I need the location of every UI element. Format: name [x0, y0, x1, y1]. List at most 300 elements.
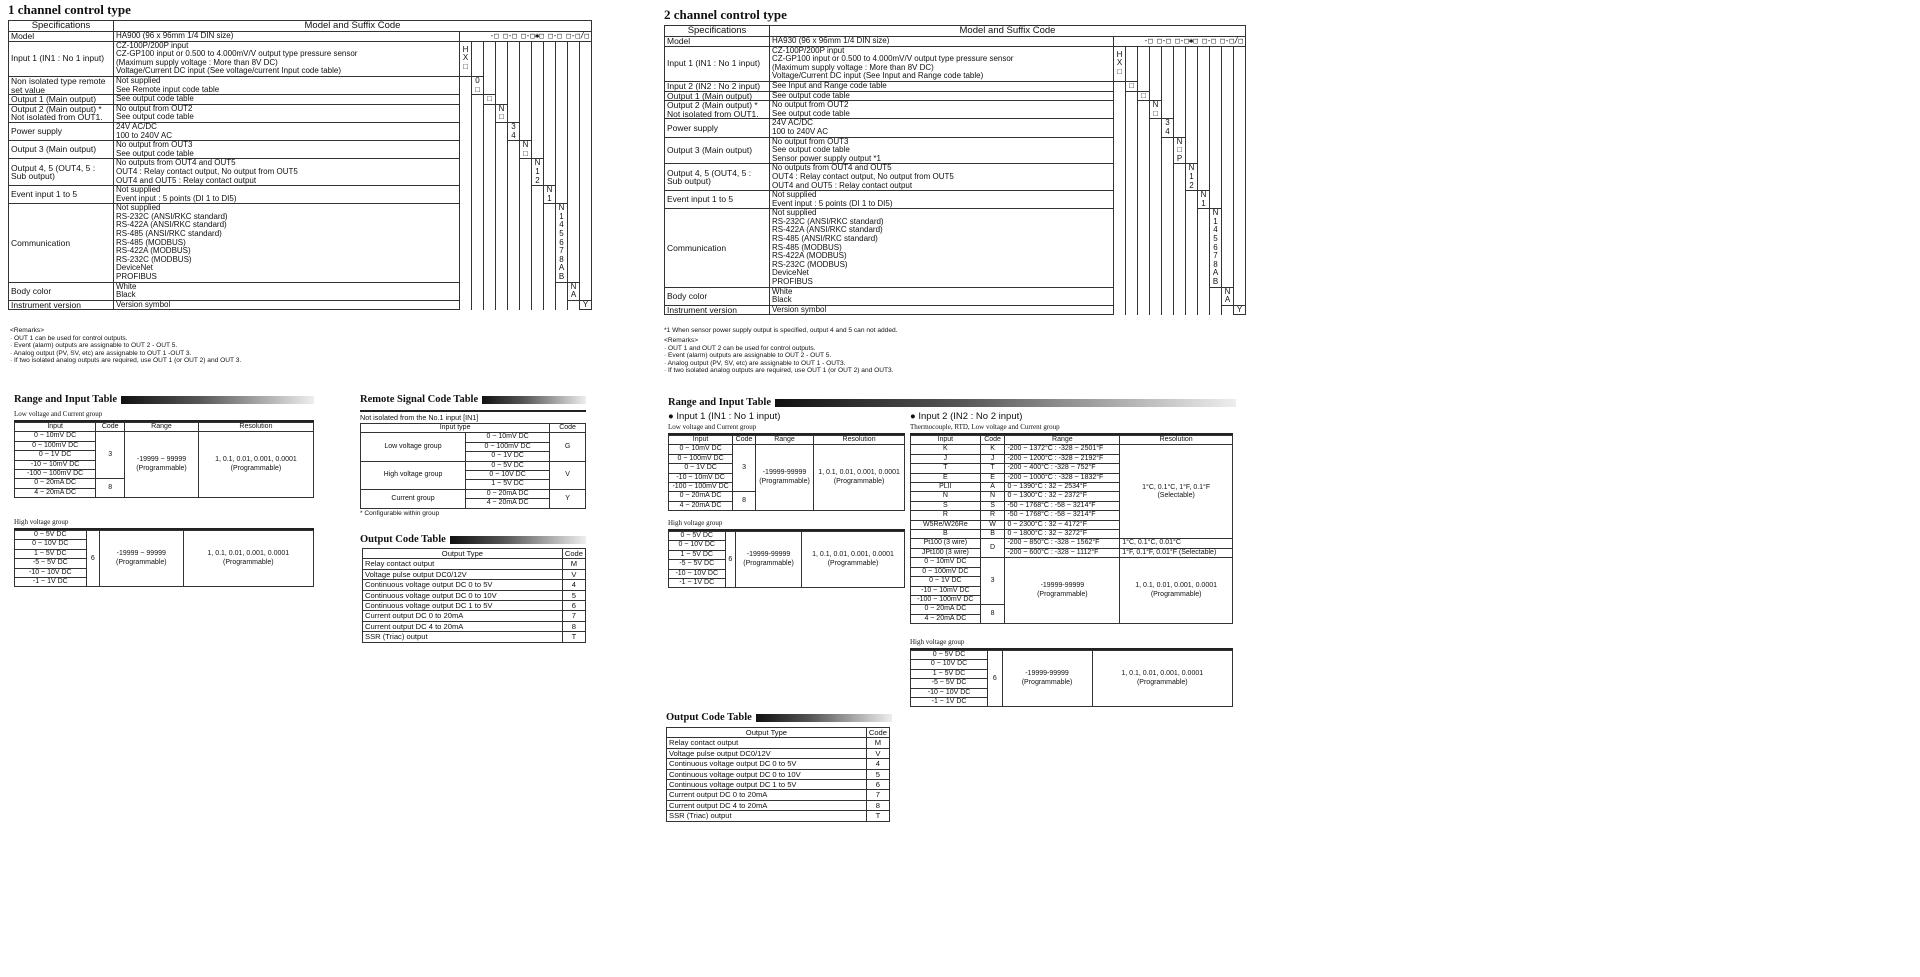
suffix-spacer-cell — [1210, 137, 1222, 164]
suffix-spacer-cell — [484, 141, 496, 159]
output-type: Relay contact output — [667, 738, 867, 748]
suffix-spacer-cell — [1114, 305, 1126, 315]
suffix-code: 4 — [511, 130, 516, 140]
suffix-code: □ — [1153, 108, 1158, 118]
spec-line: See output code table — [116, 94, 194, 104]
resolution-cell — [1120, 558, 1233, 624]
range1-low-wrap — [14, 420, 314, 498]
spec-label: Power supply — [9, 122, 114, 140]
remark-line: · Event (alarm) outputs are assignable to OUT 2 - OUT 5. — [664, 352, 832, 360]
suffix-spacer-cell — [472, 300, 484, 310]
input-value: -10 ~ 10V DC — [669, 569, 726, 578]
suffix-spacer-cell — [544, 300, 556, 310]
suffix-spacer-cell — [508, 159, 520, 186]
suffix-code: 1 — [1201, 198, 1206, 208]
suffix-spacer-cell — [520, 186, 532, 204]
input-value: 0 ~ 1V DC — [15, 451, 96, 460]
remote-wrap — [360, 410, 586, 519]
input-value: 0 ~ 5V DC — [15, 531, 87, 540]
spec-row — [665, 101, 1246, 119]
suffix-code: □ — [475, 84, 480, 94]
suffix-spacer-cell — [1234, 91, 1246, 101]
spec-row — [665, 305, 1246, 315]
spec-description — [770, 37, 1114, 47]
suffix-spacer-cell — [1210, 191, 1222, 209]
suffix-spacer-cell — [1186, 119, 1198, 137]
remote-heading — [360, 394, 586, 405]
spec-line: Event input : 5 points (DI 1 to DI5) — [772, 198, 893, 208]
suffix-spacer-cell — [1138, 305, 1150, 315]
suffix-spacer-cell — [1162, 101, 1174, 119]
suffix-spacer-cell — [472, 159, 484, 186]
spec-line: RS-485 (ANSI/RKC standard) — [772, 234, 878, 244]
resolution-cell — [183, 531, 313, 587]
suffix-code: N — [1200, 190, 1207, 200]
suffix-code: 5 — [559, 229, 564, 239]
tc-input: T — [911, 464, 981, 473]
rtd-input: Pt100 (3 wire) — [911, 539, 981, 548]
table-header: Resolution — [1120, 436, 1233, 445]
suffix-spacer-cell — [472, 122, 484, 140]
table-header: Code — [866, 728, 889, 738]
input-value: 0 ~ 10mV DC — [15, 432, 96, 441]
remote-input: 0 ~ 20mA DC — [466, 489, 550, 498]
suffix-code: □ — [487, 94, 492, 104]
spec-row — [665, 287, 1246, 305]
suffix-spacer-cell — [1162, 305, 1174, 315]
suffix-spacer-cell — [1138, 191, 1150, 209]
remote-input: 0 ~ 1V DC — [466, 452, 550, 461]
suffix-code: Y — [582, 299, 589, 309]
suffix-code: 1 — [1189, 171, 1194, 181]
spec-line: No outputs from OUT4 and OUT5 — [116, 158, 236, 168]
suffix-code: H — [1116, 49, 1123, 59]
range-row — [15, 531, 314, 540]
suffix-spacer-cell — [1126, 305, 1138, 315]
suffix-code: □ — [463, 62, 468, 72]
table-header-row — [669, 436, 905, 445]
input-value: 0 ~ 10V DC — [669, 541, 726, 550]
range1-gradient-bar — [121, 396, 314, 404]
range2-in2-high-wrap — [910, 648, 1233, 707]
spec-row — [665, 209, 1246, 287]
input-value: 4 ~ 20mA DC — [669, 501, 733, 510]
input-code: 6 — [988, 651, 1002, 707]
suffix-spacer-cell — [1198, 91, 1210, 101]
table-header: Resolution — [814, 436, 905, 445]
remote-subtitle: Not isolated from the No.1 input [IN1] — [360, 413, 479, 422]
suffix-spacer-cell — [580, 159, 592, 186]
suffix-spacer-cell — [1222, 119, 1234, 137]
suffix-spacer-cell — [1222, 46, 1234, 81]
spec-description — [770, 81, 1114, 91]
output-row — [667, 800, 890, 810]
suffix-spacer-cell — [580, 41, 592, 76]
output-row — [363, 580, 586, 590]
output-code: V — [562, 569, 585, 579]
input-value: 0 ~ 10mV DC — [911, 558, 981, 567]
suffix-spacer-cell — [1198, 305, 1210, 315]
resolution-line: (Programmable) — [833, 477, 885, 485]
suffix-spacer-cell — [1210, 46, 1222, 81]
resolution-line: (Selectable) — [1157, 491, 1195, 499]
spec-label: Power supply — [665, 119, 770, 137]
spec-line: See output code table — [772, 145, 850, 155]
resolution-cell — [1092, 651, 1232, 707]
suffix-spacer-cell — [496, 122, 508, 140]
suffix-spacer-cell — [484, 76, 496, 94]
suffix-spacer-cell — [484, 186, 496, 204]
rtd-code: D — [980, 539, 1005, 558]
suffix-code: X — [462, 53, 469, 63]
tc-input: J — [911, 454, 981, 463]
suffix-spacer-cell — [1150, 81, 1162, 91]
suffix-spacer-cell — [460, 282, 472, 300]
spec-line: CZ-GP100 input or 0.500 to 4.000mV/V output type pressure sensor — [116, 49, 358, 59]
suffix-spacer-cell — [1210, 119, 1222, 137]
output-row — [363, 569, 586, 579]
range-cell — [125, 432, 199, 498]
spec-row — [9, 104, 592, 122]
spec-label: Output 4, 5 (OUT4, 5 : Sub output) — [9, 159, 114, 186]
suffix-code-cell — [1162, 119, 1174, 137]
suffix-spacer-cell — [1234, 119, 1246, 137]
range2-low-group: Low voltage and Current group — [668, 423, 757, 431]
suffix-code-cell — [1126, 81, 1138, 91]
suffix-spacer-cell — [508, 41, 520, 76]
input-value: 4 ~ 20mA DC — [15, 488, 96, 497]
spec-line: See output code table — [116, 148, 194, 158]
spec-row — [9, 141, 592, 159]
suffix-spacer-cell — [568, 76, 580, 94]
spec-row — [665, 46, 1246, 81]
spec-line: CZ-100P/200P input — [772, 45, 845, 55]
suffix-spacer-cell — [1186, 137, 1198, 164]
suffix-code: 4 — [1213, 225, 1218, 235]
output-row — [363, 559, 586, 569]
spec-line: OUT4 : Relay contact output, No output from OUT5 — [772, 171, 954, 181]
suffix-spacer-cell — [580, 95, 592, 105]
rtd-input: JPt100 (3 wire) — [911, 548, 981, 557]
suffix-spacer-cell — [1126, 119, 1138, 137]
spec-col-header: Specifications — [665, 26, 770, 37]
suffix-spacer-cell — [1174, 46, 1186, 81]
remark-line: <Remarks> — [10, 327, 45, 334]
suffix-spacer-cell — [544, 76, 556, 94]
suffix-spacer-cell — [1210, 101, 1222, 119]
suffix-spacer-cell — [508, 186, 520, 204]
suffix-spacer-cell — [544, 104, 556, 122]
table-header-row — [361, 424, 586, 433]
remote-input: 0 ~ 100mV DC — [466, 442, 550, 451]
input-value: 0 ~ 5V DC — [911, 651, 988, 660]
suffix-spacer-cell — [532, 141, 544, 159]
resolution-line: (Programmable) — [827, 559, 879, 567]
input-value: -100 ~ 100mV DC — [669, 483, 733, 492]
resolution-line: (Programmable) — [222, 558, 274, 566]
spec-line: CZ-GP100 input or 0.500 to 4.000mV/V output type pressure sensor — [772, 54, 1014, 64]
spec-line: Not supplied — [772, 208, 817, 218]
output-row — [667, 738, 890, 748]
range2-in2-high-group: High voltage group — [910, 638, 965, 646]
suffix-code-cell — [1114, 46, 1126, 81]
suffix-spacer-cell — [1114, 287, 1126, 305]
resolution-cell — [814, 445, 905, 511]
suffix-spacer-cell — [1186, 91, 1198, 101]
remark-line: · Analog output (PV, SV, etc) are assignable to OUT 1 - OUT3. — [664, 359, 846, 367]
output2-gradient-bar — [756, 714, 892, 722]
model-suffix-codes: -□ □-□ □-□✱□ □-□ □-□/□ — [1114, 37, 1246, 47]
spec-line: RS-232C (MODBUS) — [772, 259, 848, 269]
suffix-spacer-cell — [568, 122, 580, 140]
suffix-code: 8 — [1213, 259, 1218, 269]
suffix-spacer-cell — [496, 204, 508, 282]
suffix-spacer-cell — [496, 41, 508, 76]
spec-row — [665, 81, 1246, 91]
remote-row — [361, 461, 586, 470]
spec-line: RS-485 (MODBUS) — [116, 237, 186, 247]
suffix-code: N — [558, 203, 565, 213]
spec-row — [665, 37, 1246, 47]
input-value: -100 ~ 100mV DC — [911, 595, 981, 604]
rtd-range: -200 ~ 850°C : -328 ~ 1562°F — [1005, 539, 1120, 548]
output-type: Current output DC 4 to 20mA — [667, 800, 867, 810]
output-code: M — [562, 559, 585, 569]
table-header: Range — [1005, 436, 1120, 445]
resolution-line: 1, 0.1, 0.01, 0.001, 0.0001 — [812, 551, 894, 559]
input-value: 0 ~ 20mA DC — [669, 492, 733, 501]
spec-label: Non isolated type remote set value — [9, 76, 114, 94]
spec-label: Output 3 (Main output) — [9, 141, 114, 159]
suffix-code: 1 — [1213, 216, 1218, 226]
suffix-spacer-cell — [520, 95, 532, 105]
suffix-spacer-cell — [1234, 46, 1246, 81]
tc-range: -50 ~ 1768°C : -58 ~ 3214°F — [1005, 501, 1120, 510]
resolution-line: 1, 0.1, 0.01, 0.001, 0.0001 — [207, 550, 290, 558]
output2-heading — [666, 712, 892, 723]
spec-description — [770, 164, 1114, 191]
suffix-spacer-cell — [1174, 81, 1186, 91]
input-value: -100 ~ 100mV DC — [15, 470, 96, 479]
suffix-code: A — [1212, 268, 1219, 278]
suffix-spacer-cell — [1234, 287, 1246, 305]
tc-code: W — [980, 520, 1005, 529]
suffix-spacer-cell — [1174, 191, 1186, 209]
table-header: Code — [96, 423, 125, 432]
ch1-remarks — [10, 327, 241, 365]
suffix-spacer-cell — [520, 122, 532, 140]
output-code: T — [866, 811, 889, 821]
spec-line: HA930 (96 x 96mm 1/4 DIN size) — [772, 36, 890, 45]
suffix-spacer-cell — [568, 186, 580, 204]
suffix-code: 8 — [559, 254, 564, 264]
remote-group-name: Low voltage group — [361, 433, 466, 461]
suffix-code: □ — [523, 148, 528, 158]
suffix-spacer-cell — [532, 41, 544, 76]
spec-label: Communication — [665, 209, 770, 287]
suffix-code-cell — [460, 41, 472, 76]
range1-low-group: Low voltage and Current group — [14, 410, 103, 418]
range2-heading — [668, 397, 1236, 408]
spec-line: RS-422A (ANSI/RKC standard) — [116, 220, 227, 230]
suffix-spacer-cell — [484, 282, 496, 300]
table-header: Code — [733, 436, 756, 445]
suffix-spacer-cell — [1234, 164, 1246, 191]
suffix-spacer-cell — [532, 104, 544, 122]
suffix-spacer-cell — [496, 76, 508, 94]
spec-line: RS-485 (ANSI/RKC standard) — [116, 229, 222, 239]
suffix-spacer-cell — [496, 300, 508, 310]
resolution-cell — [802, 532, 905, 588]
suffix-spacer-cell — [1234, 81, 1246, 91]
suffix-code-cell — [1222, 287, 1234, 305]
tc-input: B — [911, 530, 981, 539]
range2-high-table — [668, 531, 905, 588]
suffix-spacer-cell — [1222, 81, 1234, 91]
spec-description — [114, 41, 460, 76]
table-header: Input — [669, 436, 733, 445]
tc-code: K — [980, 445, 1005, 454]
ch2-spec-table-wrap — [664, 25, 1246, 315]
input-value: 1 ~ 5V DC — [911, 669, 988, 678]
spec-line: HA900 (96 x 96mm 1/4 DIN size) — [116, 31, 234, 40]
suffix-spacer-cell — [1186, 191, 1198, 209]
resolution-line: 1, 0.1, 0.01, 0.001, 0.0001 — [1121, 670, 1204, 678]
remark-line: · Analog output (PV, SV, etc) are assignable to OUT 1 -OUT 3. — [10, 349, 192, 357]
output-row — [667, 790, 890, 800]
ch2-spec-table — [664, 25, 1246, 315]
spec-description — [770, 119, 1114, 137]
spec-line: Voltage/Current DC input (See Input and Range code table) — [772, 71, 984, 81]
suffix-spacer-cell — [556, 104, 568, 122]
output-type: Continuous voltage output DC 0 to 10V — [667, 769, 867, 779]
suffix-spacer-cell — [1114, 137, 1126, 164]
output-code: 8 — [866, 800, 889, 810]
input-code: 3 — [733, 445, 756, 492]
spec-line: OUT4 and OUT5 : Relay contact output — [772, 180, 913, 190]
spec-line: Not supplied — [116, 203, 161, 213]
spec-line: No output from OUT2 — [772, 100, 849, 110]
suffix-spacer-cell — [1114, 101, 1126, 119]
suffix-spacer-cell — [460, 300, 472, 310]
spec-line: See output code table — [772, 108, 850, 118]
suffix-code: 2 — [535, 175, 540, 185]
range2-high-group: High voltage group — [668, 519, 723, 527]
rtd-resolution: 1°F, 0.1°F, 0.01°F (Selectable) — [1120, 548, 1233, 557]
table-header: Range — [755, 436, 813, 445]
suffix-spacer-cell — [556, 95, 568, 105]
spec-label: Output 2 (Main output) * Not isolated from OUT1. — [9, 104, 114, 122]
spec-label: Event input 1 to 5 — [9, 186, 114, 204]
spec-description — [770, 191, 1114, 209]
suffix-spacer-cell — [1222, 305, 1234, 315]
suffix-spacer-cell — [580, 104, 592, 122]
output-type: SSR (Triac) output — [667, 811, 867, 821]
suffix-spacer-cell — [460, 204, 472, 282]
suffix-spacer-cell — [544, 204, 556, 282]
output-row — [667, 759, 890, 769]
suffix-spacer-cell — [460, 186, 472, 204]
suffix-spacer-cell — [544, 159, 556, 186]
spec-line: Version symbol — [772, 304, 827, 314]
input-value: 1 ~ 5V DC — [669, 550, 726, 559]
remote-input: 0 ~ 5V DC — [466, 461, 550, 470]
output-row — [667, 811, 890, 821]
suffix-spacer-cell — [556, 282, 568, 300]
resolution-line: 1, 0.1, 0.01, 0.001, 0.0001 — [215, 456, 297, 464]
suffix-spacer-cell — [1162, 287, 1174, 305]
output-code: 6 — [562, 601, 585, 611]
suffix-spacer-cell — [532, 204, 544, 282]
suffix-code: B — [558, 272, 565, 282]
remote-title: Remote Signal Code Table — [360, 394, 479, 405]
spec-row — [9, 32, 592, 42]
suffix-spacer-cell — [460, 141, 472, 159]
table-header: Code — [550, 424, 586, 433]
spec-label: Input 2 (IN2 : No 2 input) — [665, 81, 770, 91]
suffix-code: N — [534, 158, 541, 168]
suffix-code: 4 — [559, 220, 564, 230]
rtd-range: -200 ~ 600°C : -328 ~ 1112°F — [1005, 548, 1120, 557]
suffix-spacer-cell — [532, 76, 544, 94]
suffix-code-cell — [568, 282, 580, 300]
tc-row — [911, 445, 1233, 454]
spec-label: Output 3 (Main output) — [665, 137, 770, 164]
remote-group-name: Current group — [361, 489, 466, 508]
suffix-code: H — [462, 44, 469, 54]
suffix-code: X — [1116, 58, 1123, 68]
ch1-title: 1 channel control type — [8, 2, 131, 17]
tc-range: -200 ~ 400°C : -328 ~ 752°F — [1005, 464, 1120, 473]
suffix-spacer-cell — [1162, 209, 1174, 287]
output-code: T — [562, 632, 585, 642]
suffix-code-cell — [508, 122, 520, 140]
suffix-spacer-cell — [520, 300, 532, 310]
suffix-spacer-cell — [568, 41, 580, 76]
range2-in1-title: ● Input 1 (IN1 : No 1 input) — [668, 411, 781, 422]
range-line: -19999 ~ 99999 — [116, 550, 166, 558]
remark-line: <Remarks> — [664, 337, 699, 344]
range1-heading — [14, 394, 314, 405]
suffix-spacer-cell — [484, 300, 496, 310]
input-value: -1 ~ 1V DC — [669, 579, 726, 588]
suffix-spacer-cell — [568, 95, 580, 105]
suffix-spacer-cell — [1174, 101, 1186, 119]
range2-gradient-bar — [775, 399, 1236, 407]
tc-code: E — [980, 473, 1005, 482]
remote-code: V — [550, 461, 586, 489]
suffix-spacer-cell — [484, 122, 496, 140]
suffix-spacer-cell — [1126, 209, 1138, 287]
suffix-spacer-cell — [1198, 119, 1210, 137]
range-line: (Programmable) — [759, 477, 810, 485]
suffix-spacer-cell — [580, 204, 592, 282]
suffix-spacer-cell — [1150, 46, 1162, 81]
suffix-spacer-cell — [472, 95, 484, 105]
spec-line: See Remote input code table — [116, 84, 220, 94]
suffix-spacer-cell — [1186, 287, 1198, 305]
tc-code: R — [980, 511, 1005, 520]
suffix-spacer-cell — [508, 282, 520, 300]
suffix-spacer-cell — [496, 159, 508, 186]
input-value: -10 ~ 10mV DC — [15, 460, 96, 469]
suffix-code-cell — [484, 95, 496, 105]
suffix-code-cell — [1210, 209, 1222, 287]
suffix-spacer-cell — [1162, 164, 1174, 191]
suffix-spacer-cell — [1162, 46, 1174, 81]
suffix-spacer-cell — [1138, 101, 1150, 119]
spec-description — [770, 137, 1114, 164]
